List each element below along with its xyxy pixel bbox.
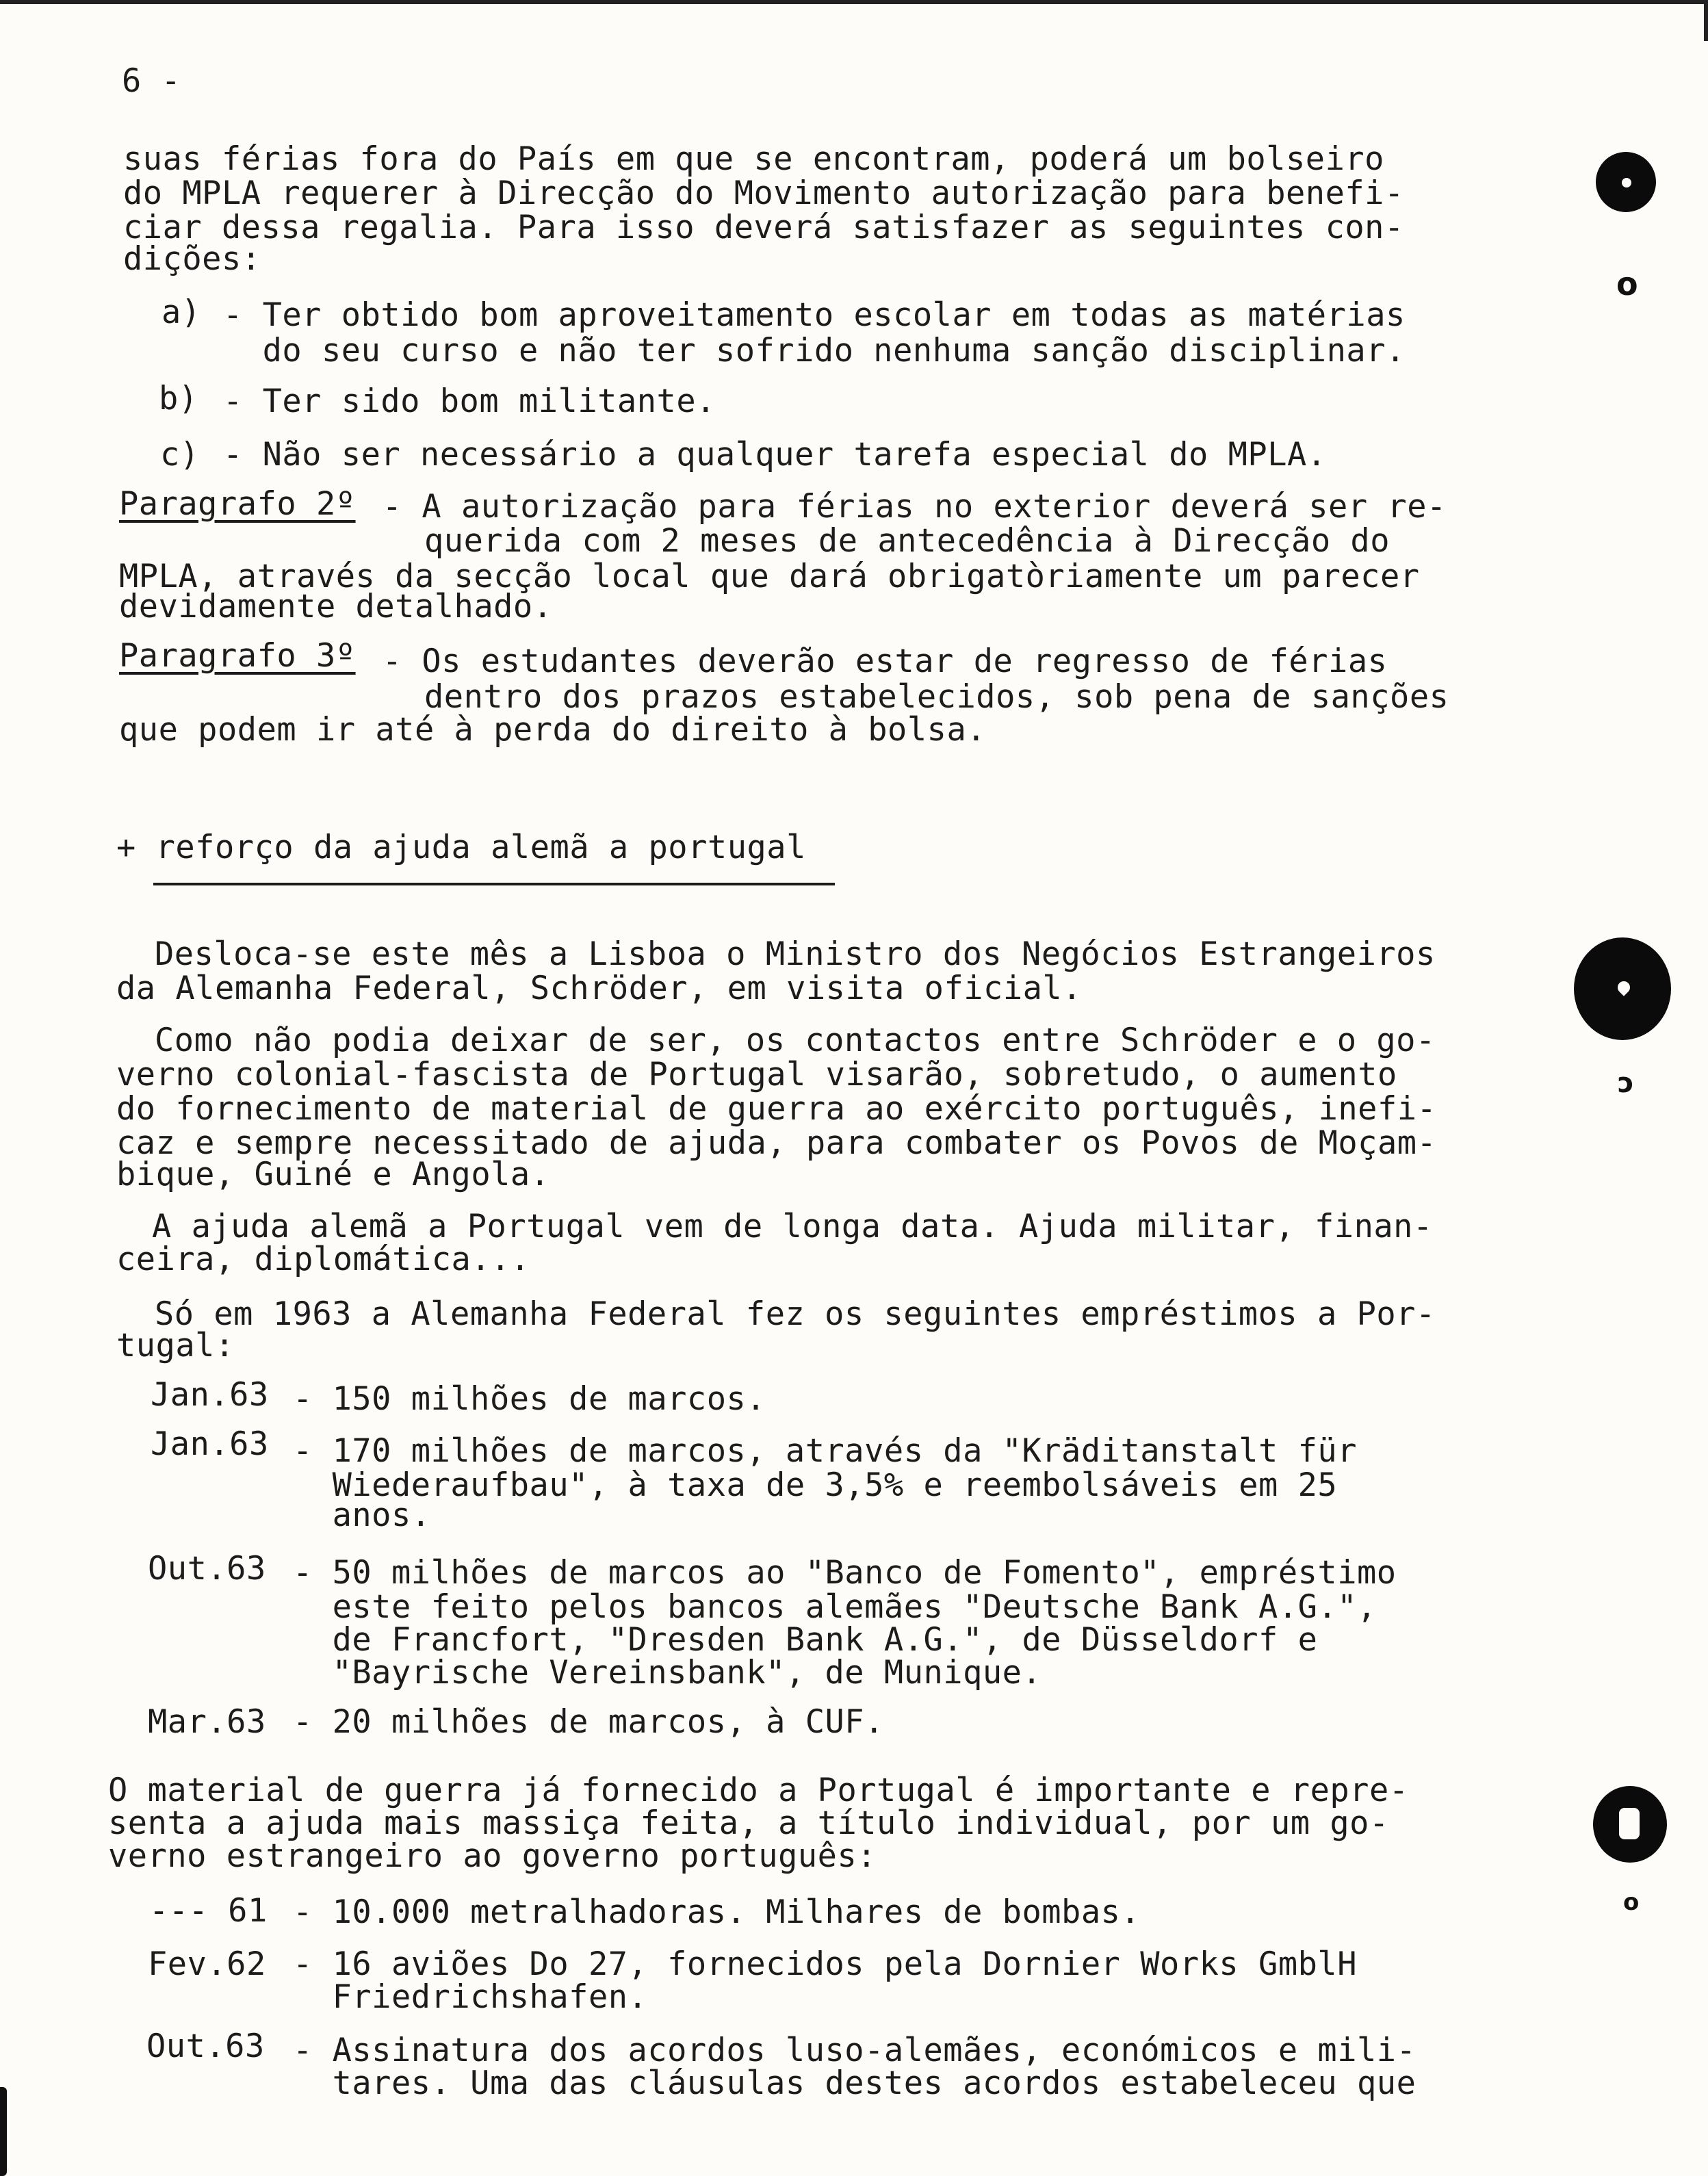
- supply-text: Friedrichshafen.: [293, 1978, 648, 2016]
- page-right-edge: [1704, 0, 1708, 41]
- loan-date: Out.63: [148, 1550, 266, 1588]
- text-line: da Alemanha Federal, Schröder, em visita oficial.: [116, 970, 1083, 1007]
- punch-mark-icon: ɔ: [1618, 1067, 1634, 1099]
- page-left-edge-mark: [0, 2087, 7, 2176]
- punch-mark-icon: o: [1623, 1889, 1640, 1916]
- text-line: - Os estudantes deverão estar de regresso de férias: [363, 643, 1388, 680]
- condition-text: - Ter sido bom militante.: [223, 383, 716, 420]
- loan-text: de Francfort, "Dresden Bank A.G.", de Düsseldorf e: [293, 1621, 1318, 1659]
- condition-marker: c): [160, 436, 200, 474]
- paragraph-label: Paragrafo 3º: [119, 637, 356, 675]
- loan-text: Wiederaufbau", à taxa de 3,5% e reembolsáveis em 25: [293, 1466, 1338, 1504]
- paragraph-label: Paragrafo 2º: [119, 485, 356, 523]
- text-line: caz e sempre necessitado de ajuda, para combater os Povos de Moçam-: [116, 1124, 1437, 1162]
- loan-text: - 20 milhões de marcos, à CUF.: [293, 1703, 884, 1741]
- text-line: devidamente detalhado.: [119, 588, 553, 625]
- supply-text: - 10.000 metralhadoras. Milhares de bombas.: [293, 1893, 1141, 1931]
- supply-text: tares. Uma das cláusulas destes acordos estabeleceu que: [293, 2064, 1416, 2102]
- loan-text: anos.: [293, 1497, 431, 1534]
- text-line: dições:: [123, 240, 261, 278]
- text-line: tugal:: [116, 1327, 235, 1364]
- text-line: suas férias fora do País em que se encontram, poderá um bolseiro: [123, 140, 1384, 178]
- condition-text: - Não ser necessário a qualquer tarefa especial do MPLA.: [223, 436, 1327, 474]
- text-line: MPLA, através da secção local que dará obrigatòriamente um parecer: [119, 558, 1420, 595]
- text-line: ceira, diplomática...: [116, 1241, 530, 1278]
- text-line: Só em 1963 a Alemanha Federal fez os seguintes empréstimos a Por-: [155, 1295, 1436, 1333]
- loan-text: - 170 milhões de marcos, através da "Kräditanstalt für: [293, 1432, 1358, 1470]
- text-line: Como não podia deixar de ser, os contactos entre Schröder e o go-: [155, 1022, 1436, 1059]
- page-number: 6 -: [122, 62, 181, 100]
- text-line: Desloca-se este mês a Lisboa o Ministro dos Negócios Estrangeiros: [155, 935, 1436, 973]
- supply-date: Out.63: [146, 2028, 265, 2065]
- supply-text: - Assinatura dos acordos luso-alemães, económicos e mili-: [293, 2032, 1416, 2069]
- supply-date: --- 61: [149, 1892, 268, 1930]
- loan-date: Jan.63: [151, 1376, 269, 1414]
- loan-text: - 150 milhões de marcos.: [293, 1380, 766, 1418]
- text-line: bique, Guiné e Angola.: [116, 1156, 550, 1193]
- text-line: verno colonial-fascista de Portugal visarão, sobretudo, o aumento: [116, 1056, 1397, 1093]
- text-line: ciar dessa regalia. Para isso deverá satisfazer as seguintes con-: [123, 209, 1404, 246]
- loan-date: Mar.63: [148, 1703, 266, 1741]
- text-line: O material de guerra já fornecido a Portugal é importante e repre-: [108, 1772, 1409, 1809]
- text-line: A ajuda alemã a Portugal vem de longa data. Ajuda militar, finan-: [152, 1208, 1433, 1245]
- page-top-edge: [0, 0, 1708, 4]
- text-line: do fornecimento de material de guerra ao exército português, inefi-: [116, 1090, 1437, 1128]
- condition-text: do seu curso e não ter sofrido nenhuma sanção disciplinar.: [223, 332, 1406, 370]
- condition-text: - Ter obtido bom aproveitamento escolar em todas as matérias: [223, 296, 1406, 334]
- condition-marker: b): [159, 380, 198, 417]
- punch-hole-icon: [1596, 152, 1656, 212]
- text-line: que podem ir até à perda do direito à bolsa.: [119, 711, 987, 749]
- loan-text: este feito pelos bancos alemães "Deutsche Bank A.G.",: [293, 1588, 1377, 1626]
- text-line: dentro dos prazos estabelecidos, sob pena de sanções: [424, 678, 1449, 716]
- section-heading: + reforço da ajuda alemã a portugal: [116, 829, 806, 866]
- supply-date: Fev.62: [148, 1945, 266, 1983]
- condition-marker: a): [161, 294, 201, 331]
- punch-mark-icon: o: [1616, 265, 1638, 302]
- text-line: querida com 2 meses de antecedência à Direcção do: [424, 522, 1390, 560]
- loan-date: Jan.63: [151, 1425, 269, 1463]
- loan-text: "Bayrische Vereinsbank", de Munique.: [293, 1654, 1042, 1692]
- loan-text: - 50 milhões de marcos ao "Banco de Fomento", empréstimo: [293, 1554, 1397, 1592]
- punch-hole-icon: [1593, 1786, 1667, 1863]
- supply-text: - 16 aviões Do 27, fornecidos pela Dornier Works GmblH: [293, 1945, 1358, 1983]
- punch-hole-icon: [1574, 937, 1671, 1040]
- text-line: do MPLA requerer à Direcção do Movimento autorização para benefi-: [123, 174, 1404, 212]
- text-line: - A autorização para férias no exterior deverá ser re-: [363, 488, 1447, 526]
- heading-underline: [153, 883, 835, 885]
- text-line: senta a ajuda mais massiça feita, a título individual, por um go-: [108, 1804, 1389, 1842]
- text-line: verno estrangeiro ao governo português:: [108, 1837, 877, 1875]
